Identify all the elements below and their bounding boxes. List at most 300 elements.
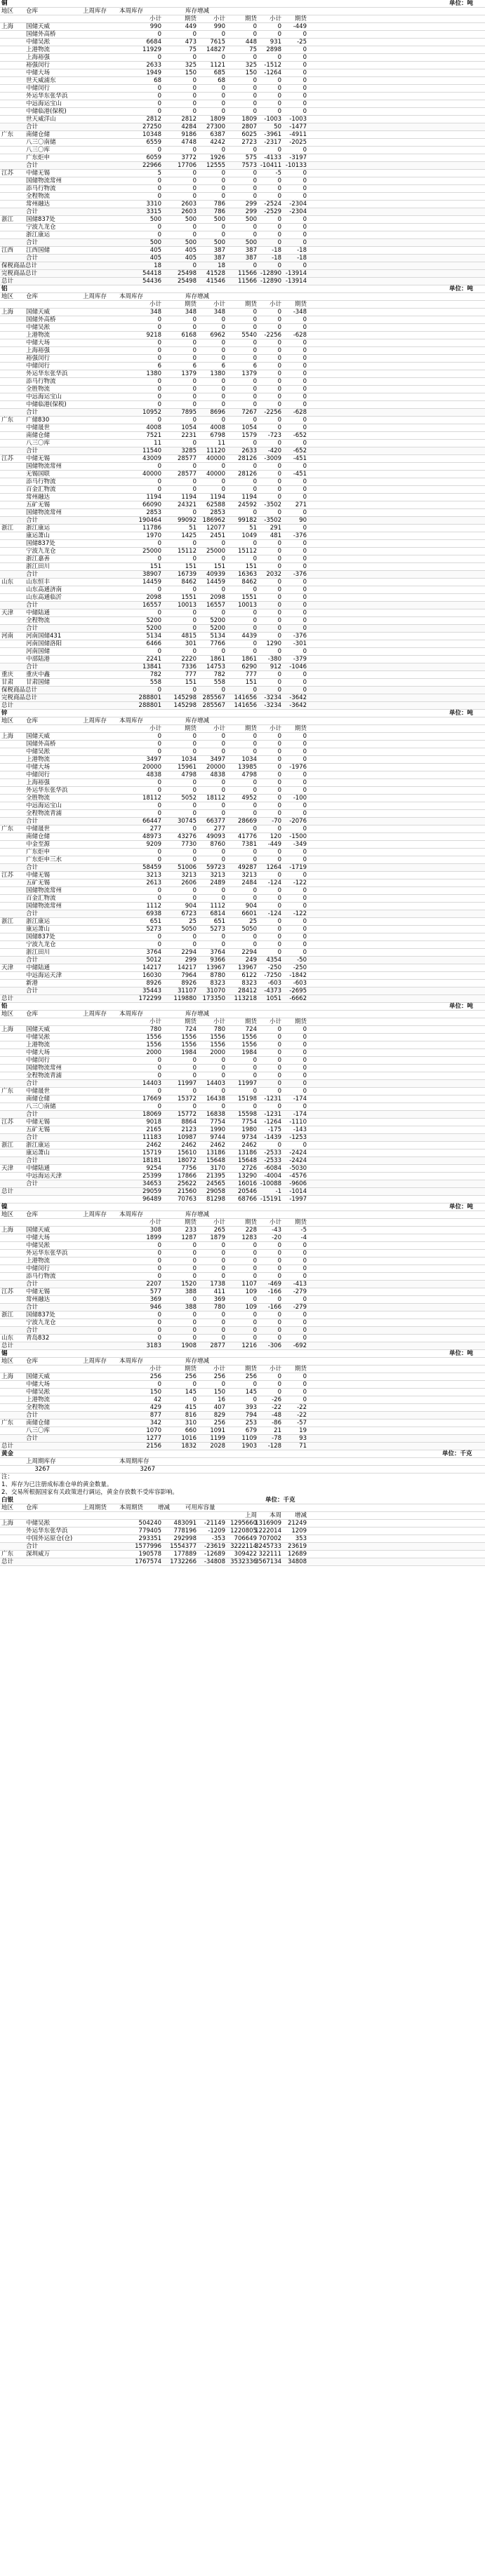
value-cell: 22966 — [142, 162, 161, 169]
value-cell: 29058 — [206, 1188, 225, 1195]
value-cell: 25 — [189, 918, 197, 925]
value-cell: 228 — [245, 1227, 257, 1234]
value-cell: -1046 — [289, 663, 307, 670]
value-cell: -3642 — [289, 702, 307, 709]
value-cell: -124 — [267, 879, 281, 886]
table-row — [0, 1065, 485, 1072]
value-cell: 0 — [157, 177, 161, 184]
warehouse-cell: 全程物流青浦 — [26, 810, 62, 817]
value-cell: 387 — [245, 247, 257, 254]
warehouse-cell: 南储仓储 — [26, 1420, 51, 1427]
value-cell: 0 — [253, 478, 257, 485]
value-cell: -5 — [300, 1227, 307, 1234]
warehouse-cell: 合计 — [26, 1134, 39, 1141]
value-cell: 6684 — [146, 39, 161, 46]
value-cell: 415 — [185, 1404, 197, 1411]
table-row — [0, 1188, 485, 1196]
value-cell: 0 — [253, 386, 257, 393]
silver-value: 1209 — [291, 1528, 307, 1535]
value-cell: 0 — [192, 1396, 197, 1403]
table-row — [0, 23, 485, 31]
value-cell: -12890 — [260, 278, 281, 285]
value-cell: 0 — [303, 1142, 307, 1149]
value-cell: 0 — [253, 31, 257, 38]
value-cell: 0 — [277, 1041, 281, 1048]
value-cell: 0 — [277, 1381, 281, 1388]
value-cell: -3234 — [264, 702, 281, 709]
warehouse-cell: 中储大场 — [26, 69, 51, 76]
warehouse-cell: 添马行物流 — [26, 1273, 56, 1280]
region-cell: 上海 — [1, 1373, 14, 1380]
value-cell: 780 — [213, 1026, 225, 1033]
region-cell: 广东 — [1, 131, 14, 138]
value-cell: 285567 — [202, 694, 225, 701]
value-cell: 0 — [303, 1103, 307, 1110]
value-cell: 0 — [303, 393, 307, 400]
value-cell: 0 — [221, 802, 225, 809]
table-row — [0, 378, 485, 386]
table-row — [0, 108, 485, 116]
value-cell: 6168 — [181, 332, 197, 339]
value-cell: 0 — [192, 802, 197, 809]
value-cell: 0 — [221, 609, 225, 616]
value-cell: -723 — [267, 432, 281, 439]
value-cell: -1003 — [264, 116, 281, 123]
header-region: 地区 — [1, 717, 14, 724]
value-cell: 500 — [150, 239, 161, 246]
warehouse-cell: 合计 — [26, 663, 39, 670]
value-cell: 0 — [303, 548, 307, 555]
warehouse-cell: 添马行物流 — [26, 185, 56, 192]
subheader-cell: 期货 — [244, 1219, 257, 1226]
table-row — [0, 154, 485, 162]
value-cell: 0 — [221, 185, 225, 192]
header-last-week: 上周库存 — [83, 1211, 107, 1218]
table-row — [0, 849, 485, 856]
value-cell: -4 — [300, 1234, 307, 1241]
value-cell: 0 — [157, 1265, 161, 1272]
value-cell: 0 — [303, 525, 307, 532]
value-cell: 0 — [192, 355, 197, 362]
value-cell: 2812 — [181, 116, 197, 123]
table-row — [0, 949, 485, 957]
value-cell: 0 — [253, 1103, 257, 1110]
value-cell: -143 — [293, 1126, 307, 1133]
value-cell: 0 — [277, 1142, 281, 1149]
warehouse-cell: 八三〇南储 — [26, 1103, 56, 1110]
value-cell: 0 — [157, 687, 161, 694]
value-cell: 6059 — [146, 154, 161, 161]
value-cell: 0 — [277, 787, 281, 794]
value-cell: 0 — [221, 1257, 225, 1265]
value-cell: 1809 — [241, 116, 257, 123]
silver-header-change: 增减 — [158, 1504, 171, 1511]
table-subheader-row — [0, 15, 485, 23]
value-cell: 0 — [277, 231, 281, 238]
value-cell: 28126 — [237, 455, 257, 462]
value-cell: 0 — [192, 887, 197, 894]
table-row — [0, 810, 485, 818]
value-cell: 0 — [221, 31, 225, 38]
value-cell: 0 — [277, 486, 281, 493]
warehouse-cell: 合计 — [26, 910, 39, 917]
warehouse-cell: 合计 — [26, 1180, 39, 1187]
header-change: 库存增减 — [185, 8, 210, 15]
value-cell: -50 — [297, 957, 307, 964]
table-subheader-row — [0, 1018, 485, 1026]
warehouse-cell: 八三〇库 — [26, 147, 51, 154]
value-cell: 0 — [221, 401, 225, 408]
value-cell: -2695 — [289, 987, 307, 994]
value-cell: 2726 — [241, 1165, 257, 1172]
value-cell: 18072 — [177, 1157, 197, 1164]
warehouse-cell: 南储仓储 — [26, 833, 51, 840]
value-cell: 81298 — [206, 1196, 225, 1203]
table-row — [0, 332, 485, 339]
value-cell: 0 — [277, 401, 281, 408]
value-cell: 0 — [277, 764, 281, 771]
value-cell: 301 — [185, 640, 197, 647]
value-cell: 0 — [221, 224, 225, 231]
value-cell: 0 — [157, 1335, 161, 1342]
value-cell: -413 — [293, 1281, 307, 1288]
value-cell: 2000 — [146, 1049, 161, 1056]
value-cell: 0 — [303, 1242, 307, 1249]
value-cell: 51006 — [177, 864, 197, 871]
value-cell: 0 — [253, 741, 257, 748]
value-cell: -166 — [267, 1304, 281, 1311]
value-cell: 51 — [189, 525, 197, 532]
value-cell: 0 — [221, 810, 225, 817]
value-cell: 0 — [157, 231, 161, 238]
value-cell: 1194 — [241, 494, 257, 501]
value-cell: 0 — [303, 594, 307, 601]
value-cell: 0 — [277, 872, 281, 879]
table-row — [0, 787, 485, 795]
value-cell: 11183 — [142, 1134, 161, 1141]
table-row — [0, 123, 485, 131]
header-last-week: 上周库存 — [83, 8, 107, 15]
subheader-cell: 小计 — [213, 15, 225, 22]
subheader-cell: 小计 — [213, 1018, 225, 1025]
value-cell: 0 — [157, 1065, 161, 1072]
value-cell: 0 — [221, 339, 225, 346]
value-cell: 0 — [303, 787, 307, 794]
value-cell: 119880 — [173, 995, 197, 1002]
value-cell: 0 — [192, 54, 197, 61]
value-cell: 7336 — [181, 663, 197, 670]
value-cell: 0 — [192, 586, 197, 593]
silver-header-last: 上周期货 — [83, 1504, 107, 1511]
value-cell: 575 — [245, 154, 257, 161]
silver-value: 1220805 — [230, 1528, 257, 1535]
warehouse-cell: 世天威洋山 — [26, 116, 56, 123]
warehouse-cell: 中储晟世 — [26, 825, 51, 832]
value-cell: 651 — [150, 918, 161, 925]
value-cell: 0 — [277, 378, 281, 385]
value-cell: 54418 — [142, 270, 161, 277]
value-cell: 0 — [303, 378, 307, 385]
region-cell: 天津 — [1, 1165, 14, 1172]
metal-title: 铜 — [1, 0, 8, 7]
value-cell: 0 — [192, 386, 197, 393]
table-row — [0, 131, 485, 139]
warehouse-cell: 合计 — [26, 239, 39, 246]
warehouse-cell: 南储仓储 — [26, 131, 51, 138]
value-cell: 0 — [192, 748, 197, 755]
value-cell: -3502 — [264, 501, 281, 508]
value-cell: 369 — [213, 1296, 225, 1303]
header-warehouse: 仓库 — [26, 8, 39, 15]
value-cell: 0 — [303, 1026, 307, 1033]
value-cell: 151 — [213, 563, 225, 570]
silver-header-region: 地区 — [1, 1504, 14, 1511]
warehouse-cell: 国储外高桥 — [26, 316, 56, 323]
value-cell: -2317 — [264, 139, 281, 146]
value-cell: 931 — [270, 39, 281, 46]
value-cell: -124 — [267, 910, 281, 917]
subheader-cell: 期货 — [294, 725, 307, 732]
unit-label: 单位：吨 — [449, 1203, 474, 1211]
value-cell: 0 — [303, 1381, 307, 1388]
header-region: 地区 — [1, 293, 14, 300]
value-cell: 0 — [157, 1250, 161, 1257]
silver-region: 总计 — [1, 1558, 14, 1565]
table-row — [0, 39, 485, 46]
value-cell: 0 — [192, 463, 197, 470]
header-warehouse: 仓库 — [26, 717, 39, 724]
value-cell: 0 — [277, 849, 281, 856]
metal-title: 锌 — [1, 710, 8, 717]
value-cell: 0 — [277, 1057, 281, 1064]
value-cell: 5200 — [146, 625, 161, 632]
table-row — [0, 910, 485, 918]
value-cell: 2294 — [241, 949, 257, 956]
table-row — [0, 324, 485, 332]
value-cell: 49093 — [206, 833, 225, 840]
value-cell: -2424 — [289, 1149, 307, 1156]
value-cell: 0 — [157, 1327, 161, 1334]
value-cell: -13914 — [285, 270, 307, 277]
value-cell: 0 — [253, 1335, 257, 1342]
value-cell: 0 — [253, 417, 257, 424]
warehouse-cell: 浙江田川 — [26, 949, 51, 956]
value-cell: 816 — [185, 1412, 197, 1419]
value-cell: 3497 — [210, 756, 225, 763]
value-cell: 9209 — [146, 841, 161, 848]
value-cell: 0 — [303, 602, 307, 609]
silver-warehouse: 外运华东张华浜 — [26, 1528, 68, 1535]
table-row — [0, 1134, 485, 1142]
warehouse-cell: 上港物流 — [26, 756, 51, 763]
value-cell: 0 — [303, 771, 307, 778]
silver-value: 3245733 — [255, 1543, 281, 1550]
value-cell: 0 — [157, 108, 161, 115]
value-cell: 0 — [277, 687, 281, 694]
value-cell: 0 — [253, 1311, 257, 1319]
value-cell: 0 — [157, 347, 161, 354]
table-subheader-row — [0, 725, 485, 733]
value-cell: 0 — [277, 1088, 281, 1095]
table-row — [0, 548, 485, 555]
value-cell: 0 — [157, 1319, 161, 1326]
subheader-cell: 期货 — [294, 1365, 307, 1373]
value-cell: 13967 — [237, 964, 257, 971]
warehouse-cell: 中远海运天津 — [26, 972, 62, 979]
warehouse-cell: 重庆中鑫 — [26, 671, 51, 678]
value-cell: 0 — [221, 1319, 225, 1326]
table-row — [0, 309, 485, 316]
value-cell: 16 — [218, 1396, 225, 1403]
value-cell: 151 — [245, 563, 257, 570]
value-cell: 0 — [192, 100, 197, 107]
header-last-week: 上周库存 — [83, 1358, 107, 1365]
value-cell: -20 — [272, 1234, 281, 1241]
warehouse-cell: 合计 — [26, 818, 39, 825]
value-cell: 0 — [253, 1296, 257, 1303]
warehouse-cell: 国储物流常州 — [26, 1065, 62, 1072]
value-cell: -18 — [272, 247, 281, 254]
table-row — [0, 555, 485, 563]
table-row — [0, 1165, 485, 1173]
value-cell: 1379 — [241, 370, 257, 377]
value-cell: 0 — [157, 887, 161, 894]
value-cell: 0 — [192, 1103, 197, 1110]
value-cell: 14753 — [206, 663, 225, 670]
value-cell: 0 — [277, 417, 281, 424]
silver-warehouse: 中国外运原仓(仓) — [26, 1535, 73, 1542]
value-cell: 7730 — [181, 841, 197, 848]
value-cell: 0 — [277, 926, 281, 933]
value-cell: 0 — [192, 393, 197, 400]
value-cell: 299 — [245, 208, 257, 215]
value-cell: 0 — [192, 933, 197, 940]
table-row — [0, 818, 485, 825]
value-cell: -2529 — [264, 208, 281, 215]
value-cell: 0 — [303, 216, 307, 223]
table-row — [0, 702, 485, 710]
value-cell: 0 — [221, 486, 225, 493]
value-cell: 256 — [245, 1373, 257, 1380]
table-row — [0, 1342, 485, 1350]
value-cell: 794 — [245, 1412, 257, 1419]
value-cell: 3213 — [210, 872, 225, 879]
value-cell: 0 — [157, 733, 161, 740]
value-cell: 780 — [213, 1304, 225, 1311]
table-row — [0, 193, 485, 201]
warehouse-cell: 中远海运宝山 — [26, 393, 62, 400]
value-cell: -15191 — [260, 1196, 281, 1203]
value-cell: 0 — [253, 93, 257, 100]
value-cell: -5 — [275, 170, 281, 177]
value-cell: 0 — [192, 193, 197, 200]
value-cell: -1110 — [289, 1119, 307, 1126]
value-cell: 38907 — [142, 571, 161, 578]
value-cell: 5012 — [146, 957, 161, 964]
value-cell: 93 — [299, 1435, 307, 1442]
value-cell: -22 — [297, 1404, 307, 1411]
value-cell: 0 — [157, 802, 161, 809]
value-cell: 1551 — [241, 594, 257, 601]
value-cell: 0 — [221, 54, 225, 61]
silver-row — [0, 1535, 485, 1543]
value-cell: 25000 — [206, 548, 225, 555]
value-cell: 1520 — [181, 1281, 197, 1288]
value-cell: 990 — [213, 23, 225, 30]
value-cell: -348 — [293, 309, 307, 316]
value-cell: 6290 — [241, 663, 257, 670]
value-cell: 0 — [303, 748, 307, 755]
value-cell: 0 — [277, 810, 281, 817]
silver-warehouse: 深圳威万 — [26, 1551, 51, 1558]
value-cell: 151 — [185, 563, 197, 570]
value-cell: 3285 — [181, 447, 197, 454]
value-cell: 0 — [277, 1319, 281, 1326]
value-cell: 0 — [192, 540, 197, 547]
table-row — [0, 1319, 485, 1327]
table-row — [0, 1072, 485, 1080]
value-cell: 0 — [253, 231, 257, 238]
table-row — [0, 1095, 485, 1103]
value-cell: 6798 — [210, 432, 225, 439]
value-cell: 0 — [253, 687, 257, 694]
value-cell: 724 — [245, 1026, 257, 1033]
value-cell: 0 — [221, 85, 225, 92]
value-cell: 16557 — [142, 602, 161, 609]
value-cell: 0 — [303, 46, 307, 53]
table-row — [0, 85, 485, 93]
value-cell: 35443 — [142, 987, 161, 994]
value-cell: 0 — [277, 933, 281, 940]
value-cell: -628 — [293, 409, 307, 416]
value-cell: -1439 — [264, 1134, 281, 1141]
value-cell: 6122 — [241, 972, 257, 979]
value-cell: -1997 — [289, 1196, 307, 1203]
silver-value: -1209 — [208, 1528, 225, 1535]
value-cell: -4911 — [289, 131, 307, 138]
value-cell: 4952 — [241, 795, 257, 802]
value-cell: -1477 — [289, 123, 307, 130]
silver-value: 1222014 — [255, 1528, 281, 1535]
value-cell: -349 — [293, 841, 307, 848]
warehouse-cell: 国储物流常州 — [26, 903, 62, 910]
value-cell: 388 — [185, 1288, 197, 1295]
warehouse-cell: 宁波九龙仓 — [26, 224, 56, 231]
value-cell: 150 — [245, 69, 257, 76]
value-cell: 13967 — [206, 964, 225, 971]
value-cell: 0 — [277, 771, 281, 778]
value-cell: 2231 — [181, 432, 197, 439]
value-cell: 0 — [253, 262, 257, 269]
value-cell: 277 — [150, 825, 161, 832]
value-cell: -3642 — [289, 694, 307, 701]
value-cell: -376 — [293, 532, 307, 539]
table-row — [0, 46, 485, 54]
table-row — [0, 602, 485, 609]
silver-value: 779405 — [138, 1528, 161, 1535]
value-cell: 0 — [303, 856, 307, 863]
value-cell: 0 — [277, 509, 281, 516]
value-cell: 0 — [277, 494, 281, 501]
value-cell: 0 — [303, 417, 307, 424]
table-row — [0, 455, 485, 463]
region-cell: 上海 — [1, 1227, 14, 1234]
value-cell: 14459 — [206, 579, 225, 586]
value-cell: 0 — [221, 1103, 225, 1110]
value-cell: 0 — [157, 147, 161, 154]
table-row — [0, 771, 485, 779]
value-cell: 0 — [303, 779, 307, 786]
